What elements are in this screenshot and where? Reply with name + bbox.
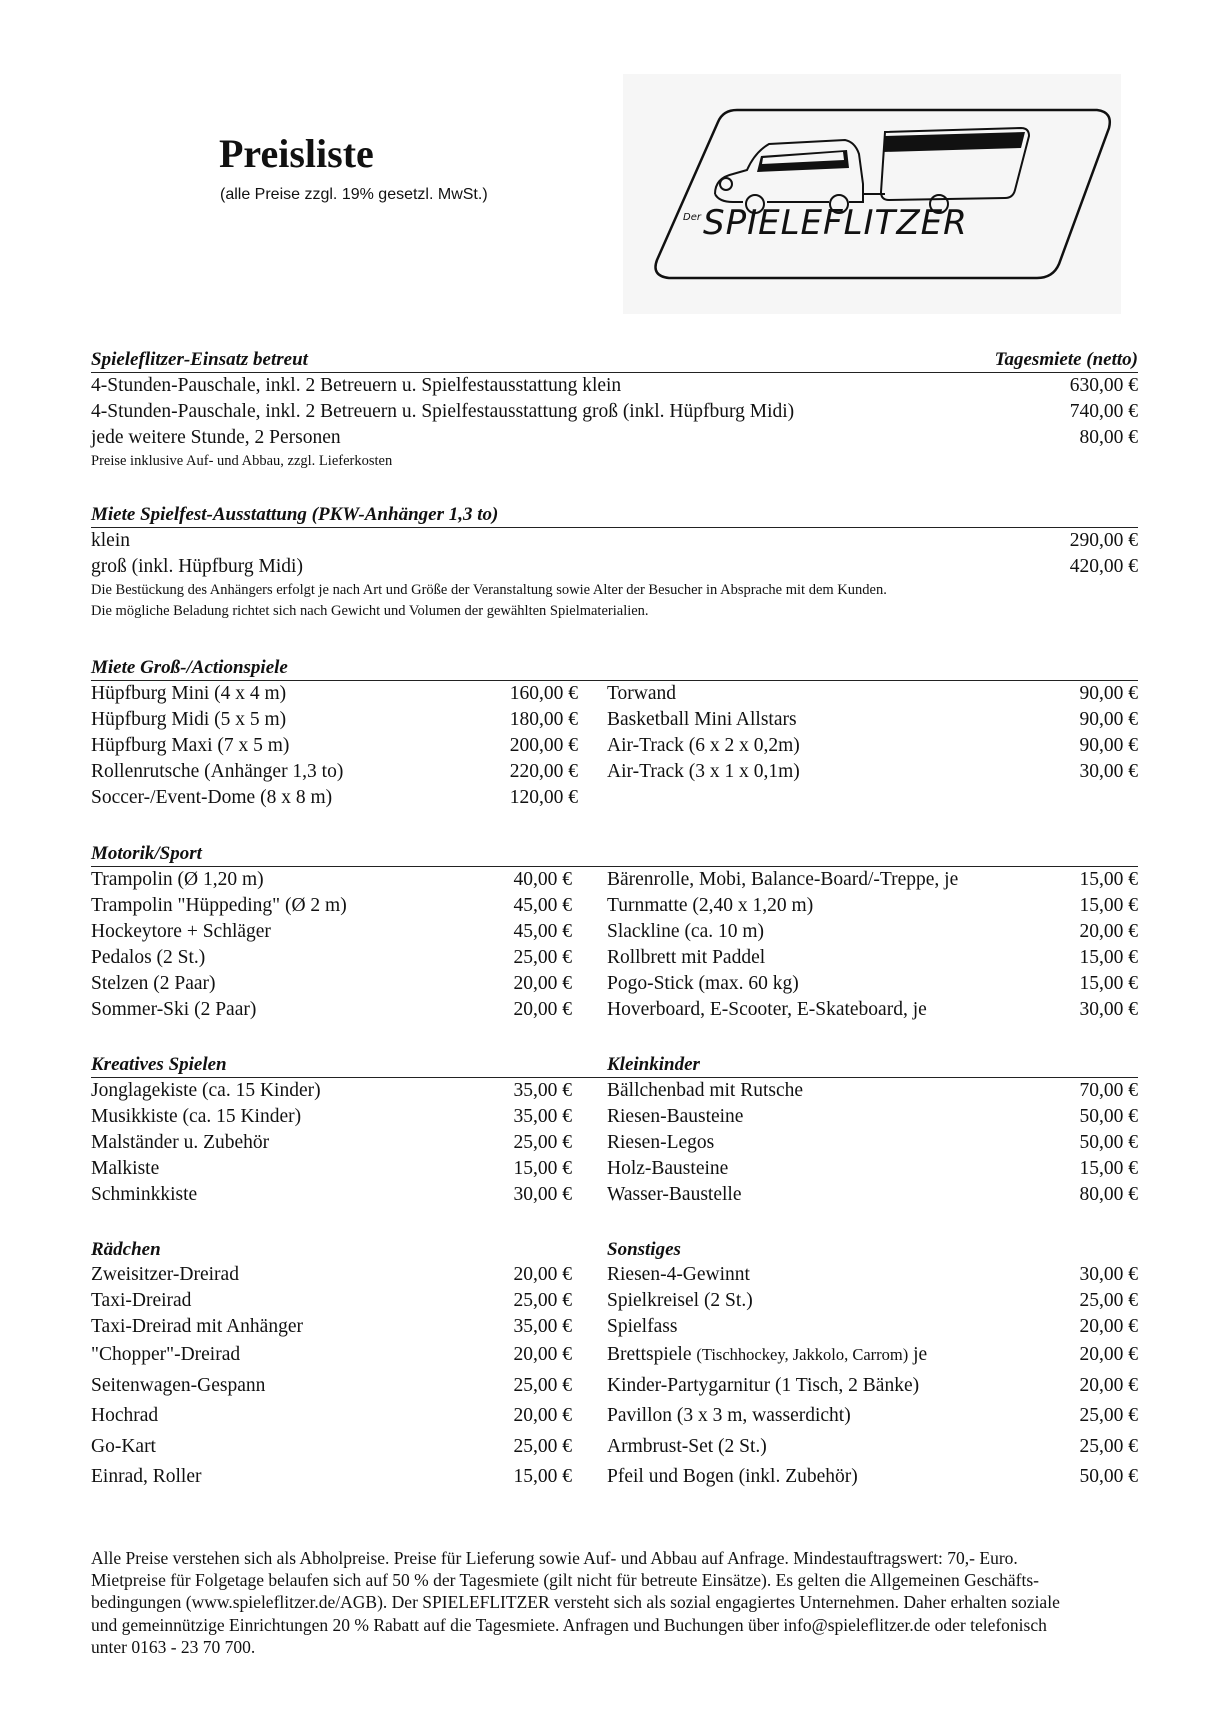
- footer-terms: [91, 1547, 1141, 1658]
- item-name: Trampolin (Ø 1,20 m): [91, 869, 264, 890]
- section-note: Preise inklusive Auf- und Abbau, zzgl. Lieferkosten: [91, 453, 393, 469]
- section-grossspiele: [91, 656, 1138, 808]
- item-name: Pogo-Stick (max. 60 kg): [607, 973, 799, 994]
- list-item: [607, 945, 1138, 971]
- item-price: 20,00 €: [1079, 1344, 1138, 1365]
- list-item: [91, 1182, 572, 1208]
- item-price: 25,00 €: [513, 1132, 572, 1153]
- item-price: 45,00 €: [513, 921, 572, 942]
- price-row: [91, 373, 1138, 399]
- item-price: 20,00 €: [513, 1344, 572, 1365]
- item-price: 35,00 €: [513, 1316, 572, 1337]
- list-item: [91, 1432, 572, 1463]
- list-item: [91, 893, 572, 919]
- section-kreativ-kleinkinder: [91, 1053, 1138, 1205]
- left-column: [91, 1078, 572, 1208]
- item-name: Air-Track (3 x 1 x 0,1m): [607, 761, 800, 782]
- item-price: 25,00 €: [1079, 1405, 1138, 1426]
- list-item: [91, 945, 572, 971]
- list-item: [91, 919, 572, 945]
- item-name: Zweisitzer-Dreirad: [91, 1264, 239, 1285]
- footer-line: Alle Preise verstehen sich als Abholpreise. Preise für Lieferung sowie Auf- und Abbau auf Anfrage. Mindestauftragswert: 70,- Euro.: [91, 1548, 1018, 1568]
- list-item: [91, 997, 572, 1023]
- item-name: Air-Track (6 x 2 x 0,2m): [607, 735, 800, 756]
- left-column: [91, 1262, 572, 1493]
- section-header: [91, 656, 1138, 681]
- section-title: Kreatives Spielen: [91, 1054, 227, 1075]
- item-name: Stelzen (2 Paar): [91, 973, 216, 994]
- item-name: Hüpfburg Midi (5 x 5 m): [91, 709, 287, 730]
- item-price: 25,00 €: [513, 947, 572, 968]
- item-price: 20,00 €: [1079, 1374, 1138, 1396]
- item-price: 45,00 €: [513, 895, 572, 916]
- item-name: Einrad, Roller: [91, 1466, 202, 1487]
- item-price: 160,00 €: [509, 683, 578, 704]
- list-item: [607, 867, 1138, 893]
- item-price: 120,00 €: [509, 787, 578, 808]
- item-price: 15,00 €: [513, 1466, 572, 1487]
- list-item: [91, 1371, 572, 1402]
- footer-line: unter 0163 - 23 70 700.: [91, 1636, 256, 1657]
- item-name: Hüpfburg Maxi (7 x 5 m): [91, 735, 290, 756]
- list-item: [91, 1401, 572, 1432]
- item-name: Seitenwagen-Gespann: [91, 1374, 266, 1396]
- item-name: [607, 1340, 927, 1371]
- list-item: [607, 759, 1138, 785]
- item-name: Go-Kart: [91, 1435, 156, 1457]
- item-name: Bällchenbad mit Rutsche: [607, 1080, 804, 1101]
- list-item: [607, 997, 1138, 1023]
- list-item: [607, 1340, 1138, 1371]
- price-row: [91, 425, 1138, 451]
- item-price: 20,00 €: [1079, 921, 1138, 942]
- item-price: 50,00 €: [1079, 1132, 1138, 1153]
- price-row: [91, 528, 1138, 554]
- item-price: 15,00 €: [1079, 869, 1138, 890]
- item-price: 25,00 €: [1079, 1290, 1138, 1311]
- section-note: Die mögliche Beladung richtet sich nach Gewicht und Volumen der gewählten Spielmaterialien.: [91, 603, 649, 619]
- item-name: 4-Stunden-Pauschale, inkl. 2 Betreuern u. Spielfestausstattung groß (inkl. Hüpfburg Midi): [91, 401, 795, 422]
- left-column: [91, 681, 578, 811]
- column-title-tagesmiete: Tagesmiete (netto): [994, 349, 1138, 370]
- item-price: 200,00 €: [509, 735, 578, 756]
- left-column: [91, 867, 572, 1023]
- section-header: [91, 1053, 1138, 1078]
- section-header: [91, 1238, 1138, 1262]
- list-item: [91, 1340, 572, 1371]
- item-name: Pedalos (2 St.): [91, 947, 206, 968]
- item-price: 20,00 €: [513, 973, 572, 994]
- item-name: Hoverboard, E-Scooter, E-Skateboard, je: [607, 999, 927, 1020]
- item-price: 25,00 €: [1079, 1435, 1138, 1457]
- item-price: 25,00 €: [513, 1374, 572, 1396]
- section-title: Spieleflitzer-Einsatz betreut: [91, 349, 308, 370]
- item-price: 15,00 €: [1079, 1158, 1138, 1179]
- list-item: [91, 1130, 572, 1156]
- page-title: Preisliste: [219, 131, 374, 176]
- list-item: [607, 1156, 1138, 1182]
- list-item: [607, 1104, 1138, 1130]
- item-name: Riesen-4-Gewinnt: [607, 1264, 750, 1285]
- list-item: [607, 1130, 1138, 1156]
- item-price: 15,00 €: [1079, 973, 1138, 994]
- list-item: [91, 733, 578, 759]
- item-price: 30,00 €: [513, 1184, 572, 1205]
- section-betreut: [91, 348, 1138, 472]
- list-item: [607, 733, 1138, 759]
- item-name: Riesen-Legos: [607, 1132, 715, 1153]
- item-name: Slackline (ca. 10 m): [607, 921, 765, 942]
- list-item: [91, 1104, 572, 1130]
- list-item: [607, 893, 1138, 919]
- item-name: Armbrust-Set (2 St.): [607, 1435, 767, 1457]
- item-price: 25,00 €: [513, 1435, 572, 1457]
- footer-line: Mietpreise für Folgetage belaufen sich auf 50 % der Tagesmiete (gilt nicht für betreute Einsätze). Es gelten die Allgemeinen Geschäfts-: [91, 1570, 1039, 1591]
- item-price: 15,00 €: [1079, 947, 1138, 968]
- item-name: 4-Stunden-Pauschale, inkl. 2 Betreuern u. Spielfestausstattung klein: [91, 375, 622, 396]
- item-name: Hochrad: [91, 1405, 159, 1426]
- item-price: 50,00 €: [1079, 1466, 1138, 1487]
- section-title: Miete Spielfest-Ausstattung (PKW-Anhänger 1,3 to): [91, 504, 499, 525]
- item-price: 80,00 €: [1079, 1184, 1138, 1205]
- svg-text:SPIELEFLITZER: SPIELEFLITZER: [703, 203, 968, 243]
- list-item: [91, 1078, 572, 1104]
- item-name: Taxi-Dreirad: [91, 1290, 192, 1311]
- list-item: [91, 1262, 572, 1288]
- item-name: Wasser-Baustelle: [607, 1184, 742, 1205]
- item-price: 40,00 €: [513, 869, 572, 890]
- item-price: 50,00 €: [1079, 1106, 1138, 1127]
- item-price: 420,00 €: [1069, 556, 1138, 577]
- item-name: Riesen-Bausteine: [607, 1106, 744, 1127]
- item-name: Rollbrett mit Paddel: [607, 947, 766, 968]
- item-name: Rollenrutsche (Anhänger 1,3 to): [91, 761, 344, 782]
- item-name-suffix: je: [913, 1344, 928, 1365]
- right-column: [607, 1078, 1138, 1208]
- section-title: Kleinkinder: [607, 1054, 700, 1075]
- section-header: [91, 842, 1138, 867]
- list-item: [91, 971, 572, 997]
- price-row: [91, 399, 1138, 425]
- section-motorik: [91, 842, 1138, 1020]
- item-price: 35,00 €: [513, 1106, 572, 1127]
- item-price: 220,00 €: [509, 761, 578, 782]
- item-name: Malkiste: [91, 1158, 160, 1179]
- item-price: 30,00 €: [1079, 761, 1138, 782]
- item-name: Schminkkiste: [91, 1184, 198, 1205]
- section-header: [91, 503, 1138, 528]
- section-title: Motorik/Sport: [91, 843, 202, 864]
- item-price: 20,00 €: [513, 1405, 572, 1426]
- item-name: Kinder-Partygarnitur (1 Tisch, 2 Bänke): [607, 1374, 920, 1396]
- item-name: klein: [91, 530, 130, 551]
- section-raedchen-sonstiges: [91, 1238, 1138, 1487]
- item-name: Malständer u. Zubehör: [91, 1132, 270, 1153]
- svg-text:Der: Der: [683, 212, 701, 223]
- list-item: [91, 1156, 572, 1182]
- item-name: Musikkiste (ca. 15 Kinder): [91, 1106, 302, 1127]
- item-name: Taxi-Dreirad mit Anhänger: [91, 1316, 303, 1337]
- right-column: [607, 681, 1138, 785]
- item-price: 30,00 €: [1079, 1264, 1138, 1285]
- list-item: [607, 1262, 1138, 1288]
- list-item: [607, 1401, 1138, 1432]
- list-item: [607, 1432, 1138, 1463]
- item-name: groß (inkl. Hüpfburg Midi): [91, 556, 303, 577]
- spieleflitzer-logo: [623, 74, 1121, 314]
- item-name-main: Brettspiele: [607, 1344, 692, 1365]
- section-ausstattung: [91, 503, 1138, 622]
- item-price: 80,00 €: [1079, 427, 1138, 448]
- list-item: [607, 971, 1138, 997]
- item-price: 25,00 €: [513, 1290, 572, 1311]
- item-name: Hockeytore + Schläger: [91, 921, 271, 942]
- footer-line: und gemeinnützige Einrichtungen 20 % Rabatt auf die Tagesmiete. Anfragen und Buchungen über info@spieleflitzer.de oder telefonisch: [91, 1614, 1047, 1635]
- section-title: Rädchen: [91, 1239, 161, 1260]
- list-item: [91, 681, 578, 707]
- list-item: [607, 1462, 1138, 1493]
- item-name: Sommer-Ski (2 Paar): [91, 999, 257, 1020]
- list-item: [607, 681, 1138, 707]
- item-price: 15,00 €: [513, 1158, 572, 1179]
- item-name: "Chopper"-Dreirad: [91, 1344, 241, 1365]
- item-price: 90,00 €: [1079, 709, 1138, 730]
- item-name: Bärenrolle, Mobi, Balance-Board/-Treppe, je: [607, 869, 959, 890]
- section-note: Die Bestückung des Anhängers erfolgt je nach Art und Größe der Veranstaltung sowie Alter der Besucher in Absprache mit dem Kunden.: [91, 582, 887, 598]
- item-price: 20,00 €: [1079, 1316, 1138, 1337]
- item-price: 15,00 €: [1079, 895, 1138, 916]
- section-title: Miete Groß-/Actionspiele: [91, 657, 288, 678]
- list-item: [607, 1078, 1138, 1104]
- section-title: Sonstiges: [607, 1239, 681, 1260]
- list-item: [91, 785, 578, 811]
- item-name: Torwand: [607, 683, 677, 704]
- item-name: Turnmatte (2,40 x 1,20 m): [607, 895, 814, 916]
- item-name: Hüpfburg Mini (4 x 4 m): [91, 683, 287, 704]
- item-name: Pavillon (3 x 3 m, wasserdicht): [607, 1405, 851, 1426]
- footer-line: bedingungen (www.spieleflitzer.de/AGB). Der SPIELEFLITZER versteht sich als sozial engagiertes Unternehmen. Daher erhalten soziale: [91, 1592, 1060, 1613]
- list-item: [607, 707, 1138, 733]
- page-subtitle: (alle Preise zzgl. 19% gesetzl. MwSt.): [220, 186, 488, 203]
- list-item: [607, 1314, 1138, 1340]
- item-name: jede weitere Stunde, 2 Personen: [91, 427, 341, 448]
- item-price: 740,00 €: [1069, 401, 1138, 422]
- item-price: 180,00 €: [509, 709, 578, 730]
- item-price: 35,00 €: [513, 1080, 572, 1101]
- list-item: [607, 1288, 1138, 1314]
- item-price: 20,00 €: [513, 999, 572, 1020]
- list-item: [607, 1182, 1138, 1208]
- price-row: [91, 554, 1138, 580]
- item-name: Jonglagekiste (ca. 15 Kinder): [91, 1080, 321, 1101]
- right-column: [607, 867, 1138, 1023]
- list-item: [91, 1462, 572, 1493]
- item-price: 290,00 €: [1069, 530, 1138, 551]
- car-trailer-logo-icon: [623, 74, 1121, 314]
- item-name: Holz-Bausteine: [607, 1158, 729, 1179]
- item-price: 90,00 €: [1079, 683, 1138, 704]
- item-name: Spielkreisel (2 St.): [607, 1290, 753, 1311]
- item-name: Trampolin "Hüppeding" (Ø 2 m): [91, 895, 347, 916]
- item-price: 70,00 €: [1079, 1080, 1138, 1101]
- right-column: [607, 1262, 1138, 1493]
- item-name: Spielfass: [607, 1316, 678, 1337]
- item-price: 630,00 €: [1069, 375, 1138, 396]
- item-price: 30,00 €: [1079, 999, 1138, 1020]
- item-name: Basketball Mini Allstars: [607, 709, 797, 730]
- item-price: 20,00 €: [513, 1264, 572, 1285]
- list-item: [91, 1314, 572, 1340]
- list-item: [607, 919, 1138, 945]
- list-item: [91, 867, 572, 893]
- item-name: Pfeil und Bogen (inkl. Zubehör): [607, 1466, 858, 1487]
- item-name: Soccer-/Event-Dome (8 x 8 m): [91, 787, 333, 808]
- list-item: [91, 759, 578, 785]
- list-item: [607, 1371, 1138, 1402]
- section-header: [91, 348, 1138, 373]
- list-item: [91, 707, 578, 733]
- item-price: 90,00 €: [1079, 735, 1138, 756]
- item-name-detail: (Tischhockey, Jakkolo, Carrom): [696, 1345, 909, 1364]
- list-item: [91, 1288, 572, 1314]
